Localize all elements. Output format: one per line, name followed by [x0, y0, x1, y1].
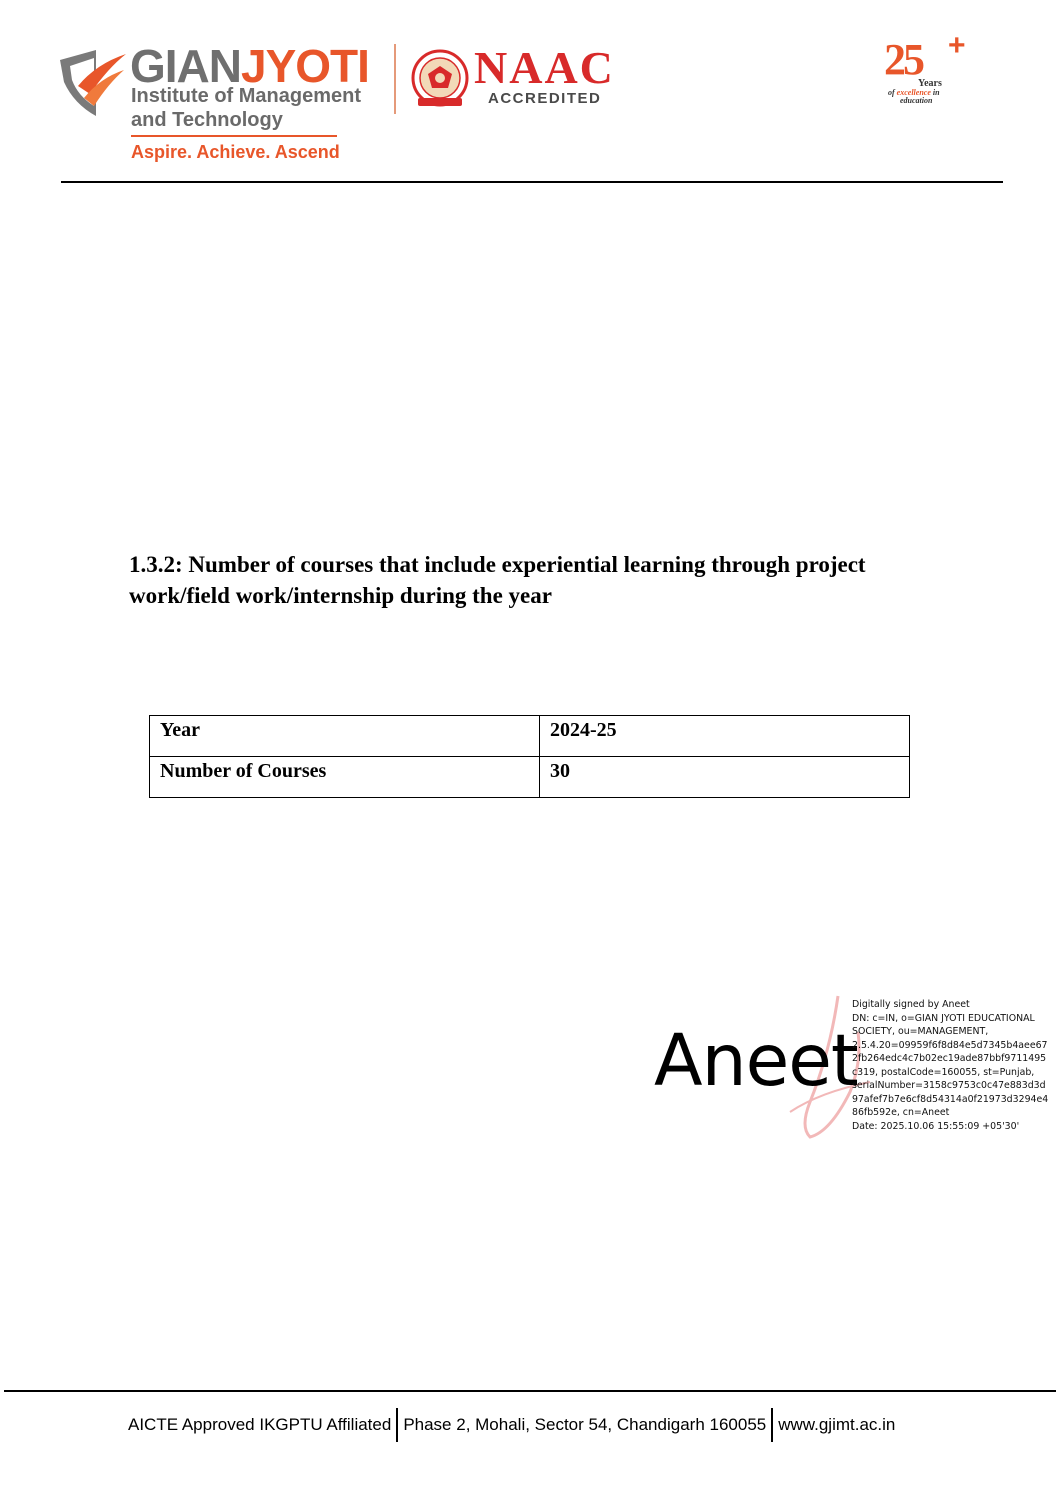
institute-line-2: Institute of Management: [131, 85, 362, 107]
digital-signature: [650, 992, 1050, 1142]
table-cell-value: 30: [540, 757, 910, 798]
footer: [128, 1408, 895, 1442]
signature-detail-line: SOCIETY, ou=MANAGEMENT,: [852, 1026, 989, 1037]
badge-education: education: [900, 96, 933, 105]
institute-tagline: Aspire. Achieve. Ascend: [131, 142, 340, 162]
naac-logo: [408, 44, 618, 114]
tagline-rule: [131, 135, 337, 137]
badge-years: Years: [918, 78, 942, 89]
anniversary-badge: [880, 29, 975, 111]
footer-divider: [4, 1390, 1056, 1392]
logo-divider: [394, 44, 396, 114]
footer-website-link[interactable]: www.gjimt.ac.in: [778, 1415, 896, 1434]
signature-detail-line: c319, postalCode=160055, st=Punjab,: [852, 1066, 1035, 1078]
signature-detail-line: Date: 2025.10.06 15:55:09 +05'30': [852, 1120, 1020, 1132]
signature-detail-line: 86fb592e, cn=Aneet: [852, 1107, 950, 1118]
signature-detail-line: 2fb264edc4c7b02ec19ade87bbf9711495: [852, 1053, 1047, 1064]
footer-separator: [771, 1408, 773, 1442]
signature-detail-line: 2.5.4.20=09959f6f8d84e5d7345b4aee67: [852, 1039, 1048, 1051]
table-cell-label: Number of Courses: [150, 757, 540, 798]
signature-detail-line: Digitally signed by Aneet: [852, 999, 970, 1010]
footer-separator: [396, 1408, 398, 1442]
signature-details: [852, 998, 1052, 1133]
footer-approval: AICTE Approved IKGPTU Affiliated: [128, 1415, 392, 1434]
section-heading: 1.3.2: Number of courses that include experiential learning through project work/field work/internship during the year: [129, 552, 866, 608]
naac-emblem-icon: [408, 48, 472, 110]
gianjyoti-logo: [56, 40, 386, 165]
naac-wordmark: NAAC: [474, 42, 615, 93]
naac-accredited-label: ACCREDITED: [488, 90, 602, 107]
institute-name: GIANJYOTI: [130, 40, 369, 92]
table-cell-value: 2024-25: [540, 716, 910, 757]
table-cell-label: Year: [150, 716, 540, 757]
signer-name: Aneet: [654, 1019, 858, 1102]
badge-number: 25: [884, 35, 922, 84]
table-row: [150, 757, 910, 798]
courses-table: [149, 715, 910, 798]
table-row: [150, 716, 910, 757]
badge-plus: +: [948, 29, 966, 62]
footer-address: Phase 2, Mohali, Sector 54, Chandigarh 160055: [403, 1415, 767, 1434]
shield-emblem-icon: [56, 46, 128, 126]
signature-detail-line: DN: c=IN, o=GIAN JYOTI EDUCATIONAL: [852, 1012, 1035, 1024]
header-divider: [61, 181, 1003, 183]
signature-detail-line: serialNumber=3158c9753c0c47e883d3d: [852, 1080, 1046, 1091]
institute-line-3: and Technology: [131, 109, 283, 131]
badge-excellence-line: of excellence in: [888, 88, 940, 97]
signature-detail-line: 97afef7b7e6cf8d54314a0f21973d3294e4: [852, 1093, 1049, 1105]
